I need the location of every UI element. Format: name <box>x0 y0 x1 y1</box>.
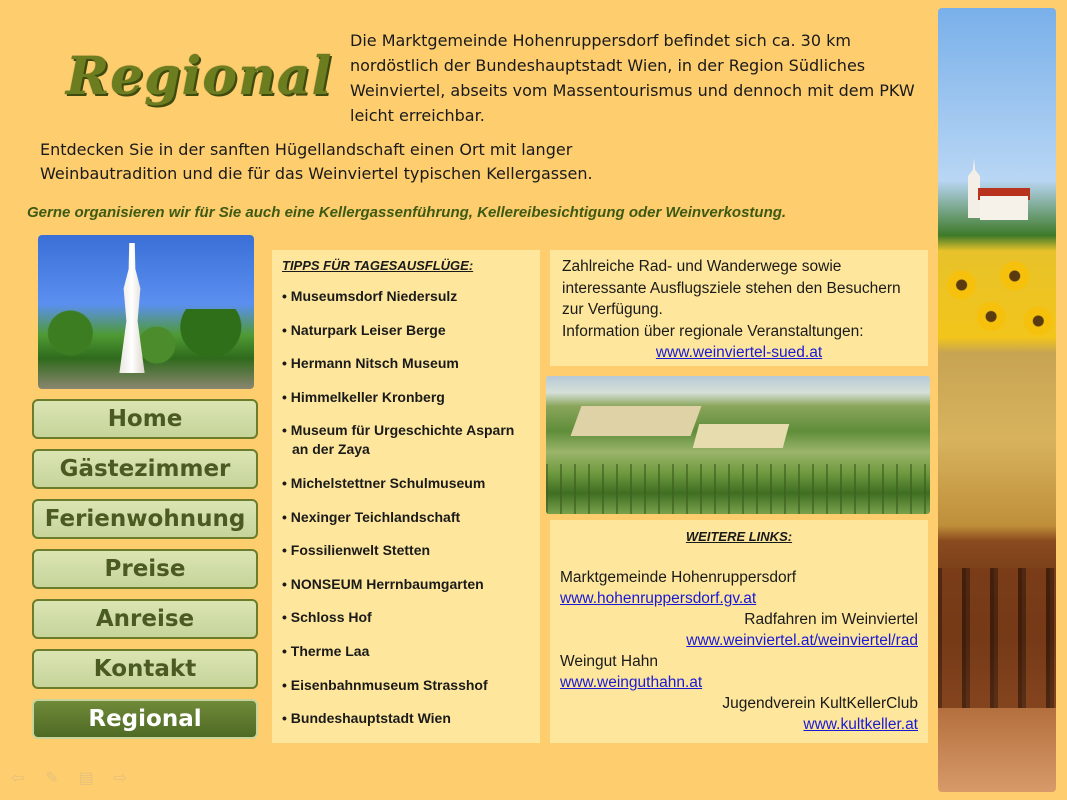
nav-home[interactable]: Home <box>32 399 258 439</box>
link-label-kultkeller: Jugendverein KultKellerClub <box>722 695 918 712</box>
link-weingut-hahn[interactable]: www.weinguthahn.at <box>560 674 703 691</box>
tip-item: • Therme Laa <box>282 642 530 661</box>
menu-icon[interactable]: ▤ <box>78 770 94 787</box>
links-panel <box>550 520 928 743</box>
church-image <box>958 158 1028 230</box>
tips-list <box>282 287 530 728</box>
link-weinviertel-sued[interactable]: www.weinviertel-sued.at <box>655 344 823 361</box>
nav-kontakt[interactable]: Kontakt <box>32 649 258 689</box>
nav-anreise[interactable]: Anreise <box>32 599 258 639</box>
tip-item: • Eisenbahnmuseum Strasshof <box>282 676 530 695</box>
nav-gaestezimmer[interactable]: Gästezimmer <box>32 449 258 489</box>
tip-item: • Hermann Nitsch Museum <box>282 354 530 373</box>
info-panel <box>550 250 928 366</box>
tip-item: • Naturpark Leiser Berge <box>282 321 530 340</box>
info-text: Zahlreiche Rad- und Wanderwege sowie interessante Ausflugsziele stehen den Besuchern zur Verfügung. <box>562 258 901 318</box>
link-kultkeller[interactable]: www.kultkeller.at <box>803 716 918 733</box>
tip-item: • Schloss Hof <box>282 608 530 627</box>
tip-item: • Himmelkeller Kronberg <box>282 388 530 407</box>
link-radfahren[interactable]: www.weinviertel.at/weinviertel/rad <box>686 632 918 649</box>
vineyard-landscape-photo <box>546 376 930 514</box>
decorative-photo-strip <box>938 8 1056 792</box>
tagline: Gerne organisieren wir für Sie auch eine Kellergassenführung, Kellereibesichtigung oder Weinverkostung. <box>27 204 787 221</box>
tip-item: • Fossilienwelt Stetten <box>282 541 530 560</box>
arrow-right-icon[interactable]: ⇨ <box>113 770 127 787</box>
link-label-radfahren: Radfahren im Weinviertel <box>744 611 918 628</box>
nav-regional[interactable]: Regional <box>32 699 258 739</box>
link-hohenruppersdorf[interactable]: www.hohenruppersdorf.gv.at <box>560 590 757 607</box>
tip-item: • Nexinger Teichlandschaft <box>282 508 530 527</box>
link-label-hohenruppersdorf: Marktgemeinde Hohenruppersdorf <box>560 569 797 586</box>
tip-item: • NONSEUM Herrnbaumgarten <box>282 575 530 594</box>
tips-panel <box>272 250 540 743</box>
tip-item: • Museumsdorf Niedersulz <box>282 287 530 306</box>
tip-item: • Museum für Urgeschichte Asparn an der Zaya <box>282 421 530 459</box>
link-label-weingut-hahn: Weingut Hahn <box>560 653 658 670</box>
intro-paragraph-1: Die Marktgemeinde Hohenruppersdorf befindet sich ca. 30 km nordöstlich der Bundeshauptstadt Wien, in der Region Südliches Weinviertel, abseits vom Massentourismus und dennoch mit dem PKW leicht erreichbar. <box>350 31 915 125</box>
arrow-left-icon[interactable]: ⇦ <box>11 770 25 787</box>
plague-column-photo <box>38 235 254 389</box>
info-events-label: Information über regionale Veranstaltungen: <box>562 322 864 340</box>
pen-icon[interactable]: ✎ <box>45 770 59 787</box>
tip-item: • Bundeshauptstadt Wien <box>282 709 530 728</box>
tip-item: • Michelstettner Schulmuseum <box>282 474 530 493</box>
tips-heading: TIPPS FÜR TAGESAUSFLÜGE: <box>282 258 474 273</box>
nav-preise[interactable]: Preise <box>32 549 258 589</box>
intro-paragraph-2: Entdecken Sie in der sanften Hügellandschaft einen Ort mit langer Weinbautradition und die für das Weinviertel typischen Kellergassen. <box>40 140 593 183</box>
nav-ferienwohnung[interactable]: Ferienwohnung <box>32 499 258 539</box>
links-heading: WEITERE LINKS: <box>685 529 793 544</box>
slide-controls <box>8 770 130 788</box>
page-title: Regional <box>66 46 333 107</box>
